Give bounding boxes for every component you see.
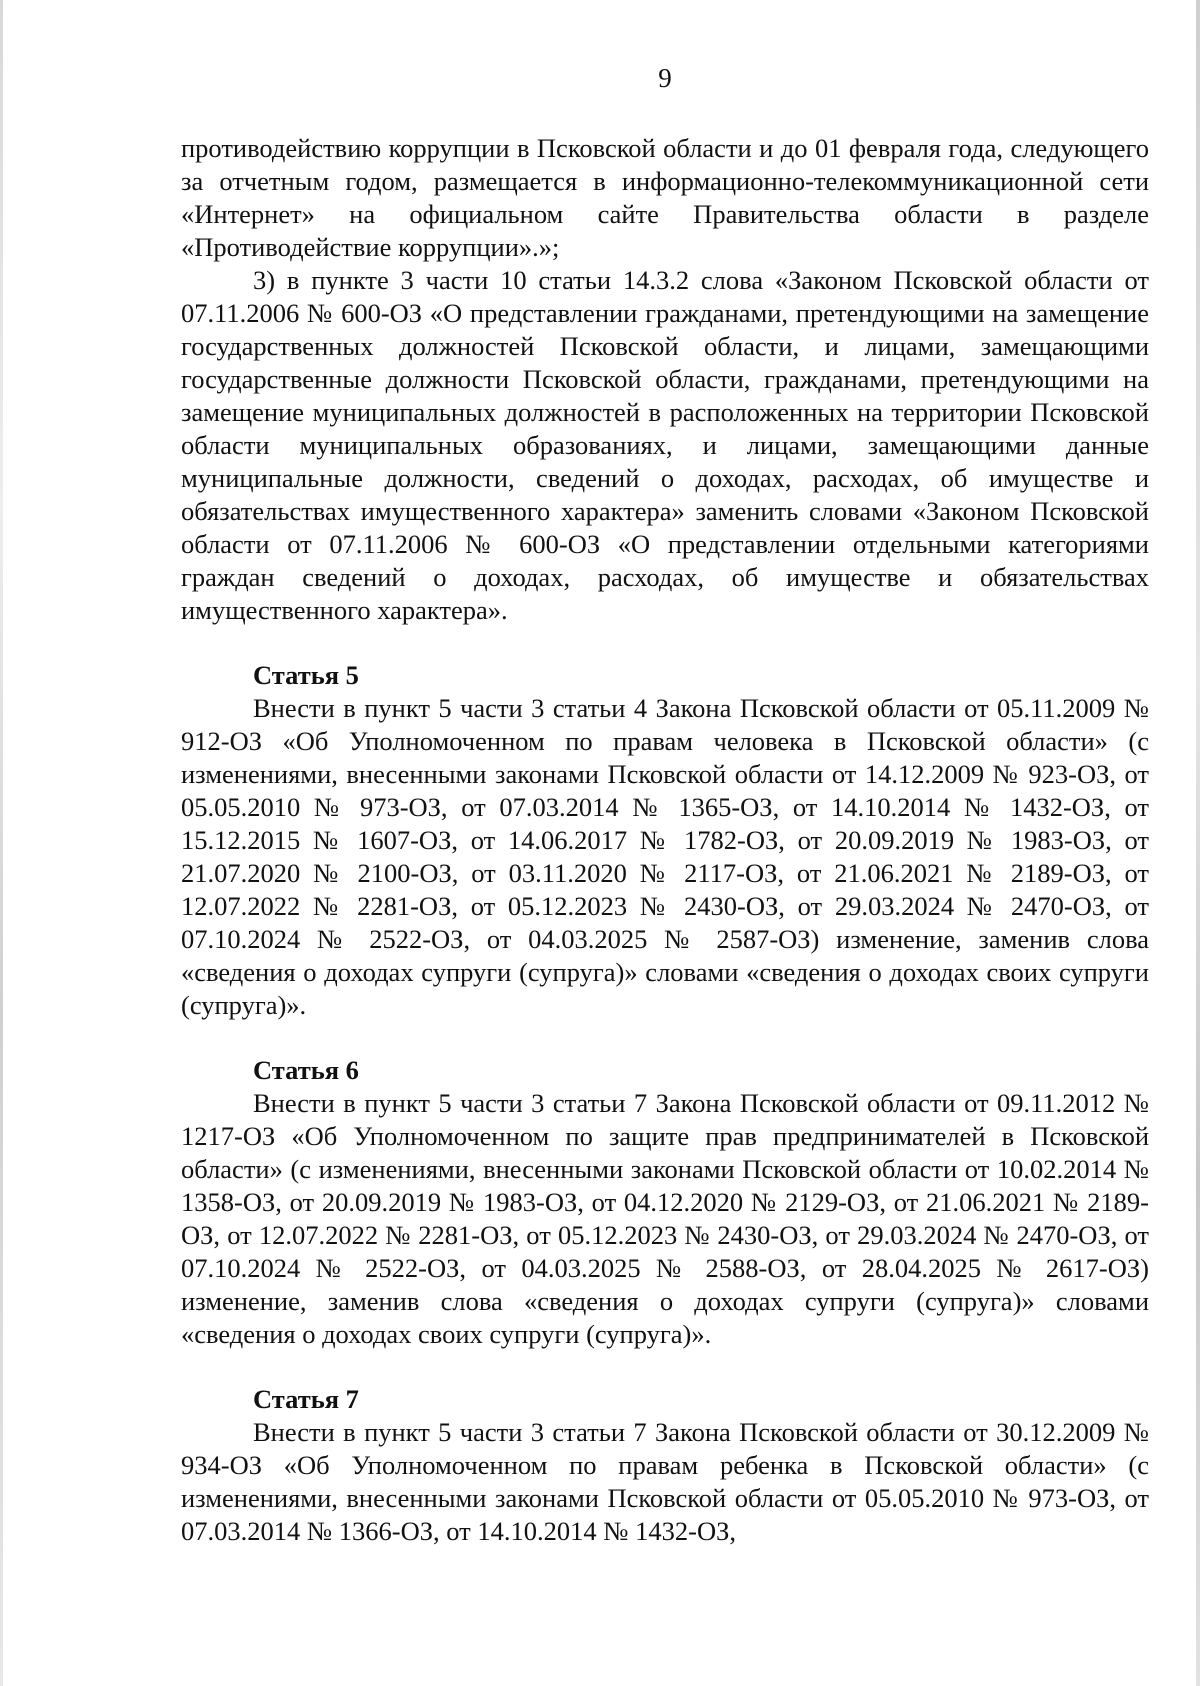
scan-edge-right [1196, 0, 1200, 1686]
section-gap [181, 1351, 1149, 1383]
paragraph-continuation: противодействию коррупции в Псковской области и до 01 февраля года, следующего за отчетным годом, размещается в информационно-телекоммуникационной сети «Интернет» на официальном сайте Правительства области в разделе «Противодействие коррупции».»; [181, 133, 1149, 262]
article-6-heading: Статья 6 [253, 1055, 359, 1085]
document-body [181, 132, 1149, 1548]
section-gap [181, 1022, 1149, 1054]
page-number: 9 [658, 63, 672, 93]
article-5-heading: Статья 5 [253, 660, 359, 690]
article-7-text: Внести в пункт 5 части 3 статьи 7 Закона Псковской области от 30.12.2009 № 934-ОЗ «Об Уполномоченном по правам ребенка в Псковской области» (с изменениями, внесенными законами Псковской области от 05.05.2010 № 973-ОЗ, от 07.03.2014 № 1366-ОЗ, от 14.10.2014 № 1432-ОЗ, [181, 1417, 1149, 1546]
article-7-heading: Статья 7 [253, 1384, 359, 1414]
article-5-text: Внести в пункт 5 части 3 статьи 4 Закона Псковской области от 05.11.2009 № 912-ОЗ «Об Уполномоченном по правам человека в Псковской области» (с изменениями, внесенными законами Псковской области от 14.12.2009 № 923-ОЗ, от 05.05.2010 № 973-ОЗ, от 07.03.2014 № 1365-ОЗ, от 14.10.2014 № 1432-ОЗ, от 15.12.2015 № 1607-ОЗ, от 14.06.2017 № 1782-ОЗ, от 20.09.2019 № 1983-ОЗ, от 21.07.2020 № 2100-ОЗ, от 03.11.2020 № 2117-ОЗ, от 21.06.2021 № 2189-ОЗ, от 12.07.2022 № 2281-ОЗ, от 05.12.2023 № 2430-ОЗ, от 29.03.2024 № 2470-ОЗ, от 07.10.2024 № 2522-ОЗ, от 04.03.2025 № 2587-ОЗ) изменение, заменив слова «сведения о доходах супруги (супруга)» словами «сведения о доходах своих супруги (супруга)». [181, 693, 1149, 1020]
section-gap [181, 627, 1149, 659]
paragraph-item-3: 3) в пункте 3 части 10 статьи 14.3.2 слова «Законом Псковской области от 07.11.2006 № 600-ОЗ «О представлении гражданами, претендующими на замещение государственных должностей Псковской области, и лицами, замещающими государственные должности Псковской области, гражданами, претендующими на замещение муниципальных должностей в расположенных на территории Псковской области муниципальных образованиях, и лицами, замещающими данные муниципальные должности, сведений о доходах, расходах, об имуществе и обязательствах имущественного характера» заменить словами «Законом Псковской области от 07.11.2006 № 600-ОЗ «О представлении отдельными категориями граждан сведений о доходах, расходах, об имуществе и обязательствах имущественного характера». [181, 265, 1149, 625]
scan-edge-left [0, 0, 3, 1686]
article-6-text: Внести в пункт 5 части 3 статьи 7 Закона Псковской области от 09.11.2012 № 1217-ОЗ «Об Уполномоченном по защите прав предпринимателей в Псковской области» (с изменениями, внесенными законами Псковской области от 10.02.2014 № 1358-ОЗ, от 20.09.2019 № 1983-ОЗ, от 04.12.2020 № 2129-ОЗ, от 21.06.2021 № 2189-ОЗ, от 12.07.2022 № 2281-ОЗ, от 05.12.2023 № 2430-ОЗ, от 29.03.2024 № 2470-ОЗ, от 07.10.2024 № 2522-ОЗ, от 04.03.2025 № 2588-ОЗ, от 28.04.2025 № 2617-ОЗ) изменение, заменив слова «сведения о доходах супруги (супруга)» словами «сведения о доходах своих супруги (супруга)». [181, 1088, 1149, 1349]
